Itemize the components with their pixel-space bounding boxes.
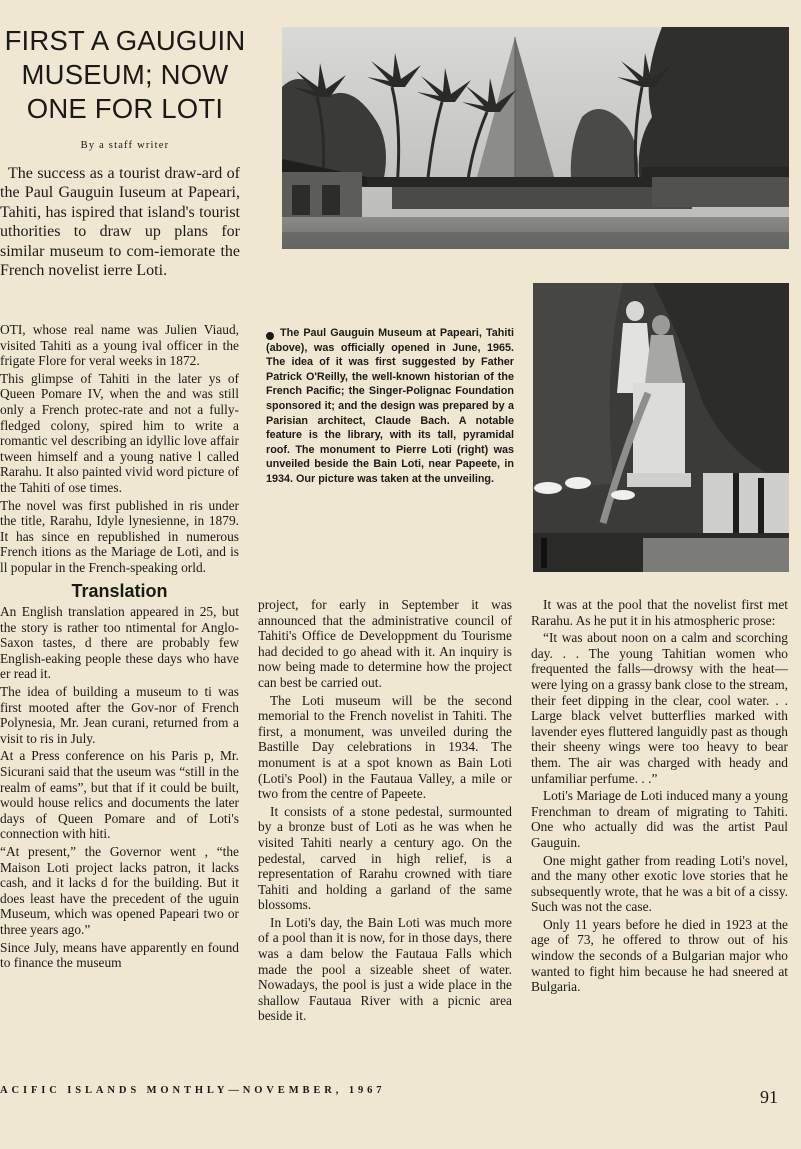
body-paragraph: An English translation appeared in 25, but the story is rather too ntimental for Anglo-Saxon tastes, d there are probably few English-eaking people these days who have er read it.: [0, 604, 239, 682]
body-paragraph: At a Press conference on his Paris p, Mr. Sicurani said that the useum was “still in the realm of eams”, but that if it could be built, would house relics and documents the later days of Queen Pomare and of Loti's connection with hiti.: [0, 748, 239, 842]
byline: By a staff writer: [80, 140, 170, 151]
body-paragraph: The Loti museum will be the second memorial to the French novelist in Tahiti. The first, a monument, was unveiled during the Bastille Day celebrations in 1934. The monument is at a spot known as Bain Loti (Loti's Pool) in the Fautaua Valley, a mile or two from the centre of Papeete.: [258, 692, 512, 802]
body-paragraph: The novel was first published in ris under the title, Rarahu, Idyle lynesienne, in 1879. It has since en republished in numerous French itions as the Mariage de Loti, and is ll popular in the French-speaking orld.: [0, 497, 239, 575]
body-paragraph: The idea of building a museum to ti was first mooted after the Gov-nor of French Polynesia, Mr. Jean curani, returned from a visit to ris in July.: [0, 684, 239, 746]
article-column-3: [531, 597, 788, 1073]
caption-text: The Paul Gauguin Museum at Papeari, Tahiti (above), was officially opened in June, 1965. The idea of it was first suggested by Father Patrick O'Reilly, the well-known historian of the French Pacific; the Singer-Polignac Foundation sponsored it; and the design was prepared by a Parisian architect, Claude Bach. A notable feature is the library, with its tall, pyramidal roof. The monument to Pierre Loti (right) was unveiled beside the Bain Loti, near Papeete, in 1934. Our picture was taken at the unveiling.: [266, 327, 514, 485]
article-headline: FIRST A GAUGUIN MUSEUM; NOW ONE FOR LOTI: [4, 25, 246, 124]
body-paragraph: Only 11 years before he died in 1923 at the age of 73, he offered to throw out of his window the seconds of a Bulgarian major who wanted to fight him because he had sneered at Bulgaria.: [531, 916, 788, 995]
subheading-translation: Translation: [71, 580, 168, 601]
article-intro: [0, 164, 240, 280]
body-paragraph: This glimpse of Tahiti in the later ys of Queen Pomare IV, when the and was still only a French protec-rate and not a fully-fledged colony, spired him to write a romantic vel describing an idyllic love affair tween himself and a young native l called Rarahu. It also painted vivid word picture of the Tahiti of ose times.: [0, 370, 239, 495]
footer-publication-line: ACIFIC ISLANDS MONTHLY—NOVEMBER, 1967: [0, 1085, 386, 1096]
article-column-2: [258, 597, 512, 1073]
body-paragraph: Loti's Mariage de Loti induced many a young Frenchman to dream of migrating to Tahiti. One who actually did was the artist Paul Gauguin.: [531, 788, 788, 850]
body-paragraph: In Loti's day, the Bain Loti was much more of a pool than it is now, for in those days, there was a dam below the Fautaua Falls which made the pool a sizeable sheet of water. Nowadays, the pool is just a wide place in the shallow Fautaua River with a picnic area beside it.: [258, 914, 512, 1024]
loti-monument-photo: [533, 283, 789, 572]
article-column-1: [0, 322, 239, 1078]
page-number: 91: [760, 1087, 778, 1107]
photo-caption: [266, 326, 514, 487]
body-paragraph: “At present,” the Governor went , “the Maison Loti project lacks patron, it lacks cash, and it lacks d for the building. But it does least have the precedent of the uguin Museum, which was opened Papeari two or three years ago.”: [0, 844, 239, 937]
gauguin-museum-photo: [282, 27, 789, 249]
body-paragraph: OTI, whose real name was Julien Viaud, visited Tahiti as a young ival officer in the frigate Flore for veral weeks in 1872.: [0, 322, 239, 369]
body-paragraph: “It was about noon on a calm and scorching day. . . The young Tahitian women who frequented the falls—drowsy with the heat—were lying on a grassy bank close to the stream, their feet dipping in the clear, cool water. . . Large black velvet butterflies marked with lavender eyes fluttered languidly past as though their sheeny wings were too heavy to bear them. The air was charged with heady and unfamiliar perfume. . .”: [531, 630, 788, 786]
body-paragraph: Since July, means have apparently en found to finance the museum: [0, 939, 239, 971]
body-paragraph: It consists of a stone pedestal, surmounted by a bronze bust of Loti as he was when he visited Tahiti nearly a century ago. On the pedestal, carved in high relief, is a representation of Rarahu crowned with tiare Tahiti and holding a garland of the same blossoms.: [258, 803, 512, 913]
body-paragraph: project, for early in September it was announced that the administrative council of Tahiti's Office de Developpment du Tourisme had decided to go ahead with it. An inquiry is now being made to determine how the project can best be carried out.: [258, 597, 512, 690]
intro-paragraph: The success as a tourist draw-ard of the Paul Gauguin Iuseum at Papeari, Tahiti, has ispired that island's tourist uthorities to draw up plans for similar museum to com-iemorate the French novelist ierre Loti.: [0, 165, 240, 280]
body-paragraph: It was at the pool that the novelist first met Rarahu. As he put it in his atmospheric prose:: [531, 597, 788, 628]
body-paragraph: One might gather from reading Loti's novel, and the many other exotic love stories that he subsequently wrote, that he was a bit of a cissy. Such was not the case.: [531, 852, 788, 915]
